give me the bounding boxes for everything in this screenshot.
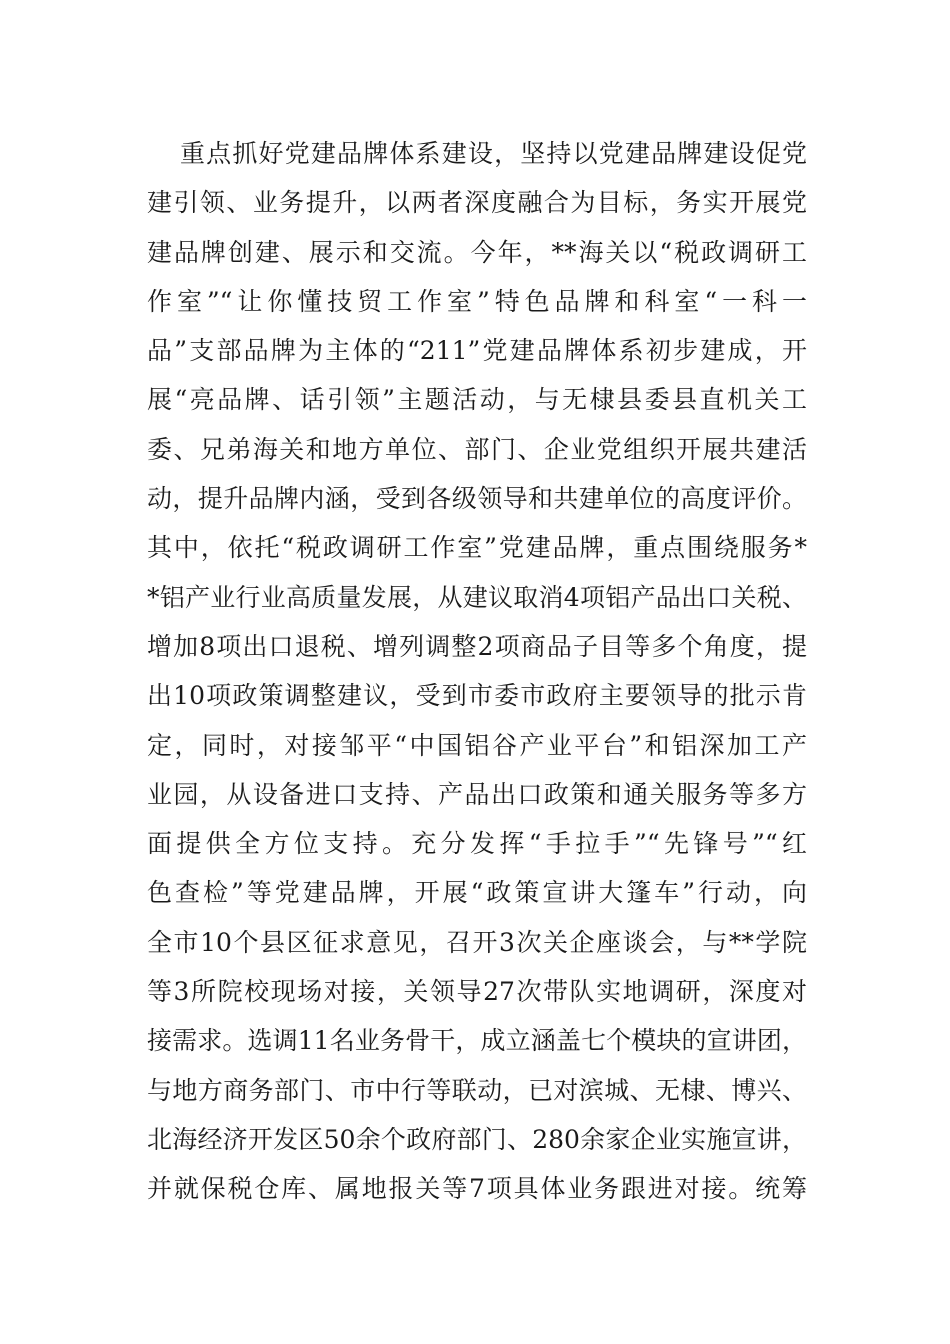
- paragraph-line: 出10项政策调整建议，受到市委市政府主要领导的批示肯: [147, 681, 807, 711]
- paragraph-line: 全市10个县区征求意见，召开3次关企座谈会，与**学院: [147, 927, 807, 957]
- paragraph-line: 接需求。选调11名业务骨干，成立涵盖七个模块的宣讲团，: [147, 1026, 807, 1056]
- paragraph-line: 委、兄弟海关和地方单位、部门、企业党组织开展共建活: [147, 434, 807, 464]
- paragraph-line: 面提供全方位支持。充分发挥“手拉手”“先锋号”“红: [147, 829, 807, 859]
- paragraph-line: *铝产业行业高质量发展，从建议取消4项铝产品出口关税、: [147, 582, 807, 612]
- paragraph-line: 展“亮品牌、话引领”主题活动，与无棣县委县直机关工: [147, 385, 807, 415]
- paragraph-line: 业园，从设备进口支持、产品出口政策和通关服务等多方: [147, 779, 807, 809]
- paragraph-line: 北海经济开发区50余个政府部门、280余家企业实施宣讲，: [147, 1124, 807, 1154]
- paragraph-line: 建引领、业务提升，以两者深度融合为目标，务实开展党: [147, 188, 807, 218]
- paragraph-line: 品”支部品牌为主体的“211”党建品牌体系初步建成，开: [147, 336, 807, 366]
- paragraph-line: 定，同时，对接邹平“中国铝谷产业平台”和铝深加工产: [147, 730, 807, 760]
- paragraph-line: 重点抓好党建品牌体系建设，坚持以党建品牌建设促党: [180, 139, 807, 168]
- paragraph-line: 色查检”等党建品牌，开展“政策宣讲大篷车”行动，向: [147, 878, 807, 908]
- body-paragraph: [147, 129, 807, 1214]
- paragraph-line: 增加8项出口退税、增列调整2项商品子目等多个角度，提: [147, 631, 807, 661]
- paragraph-line: 与地方商务部门、市中行等联动，已对滨城、无棣、博兴、: [147, 1075, 807, 1105]
- paragraph-line: 其中，依托“税政调研工作室”党建品牌，重点围绕服务*: [147, 533, 807, 563]
- paragraph-line: 建品牌创建、展示和交流。今年，**海关以“税政调研工: [147, 237, 807, 267]
- paragraph-line: 等3所院校现场对接，关领导27次带队实地调研，深度对: [147, 977, 807, 1007]
- paragraph-line: 并就保税仓库、属地报关等7项具体业务跟进对接。统筹: [147, 1174, 807, 1204]
- paragraph-line: 作室”“让你懂技贸工作室”特色品牌和科室“一科一: [147, 286, 807, 316]
- paragraph-line: 动，提升品牌内涵，受到各级领导和共建单位的高度评价。: [147, 484, 807, 514]
